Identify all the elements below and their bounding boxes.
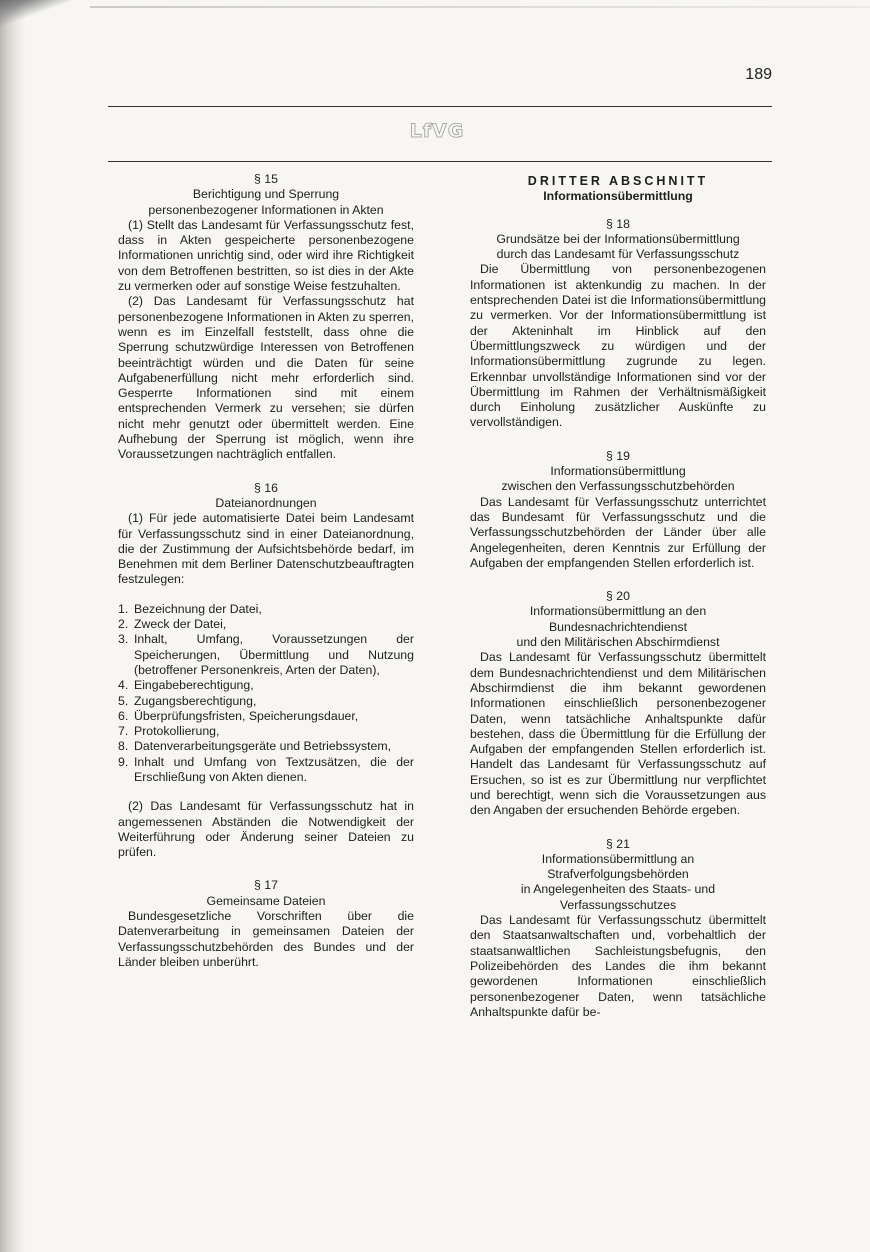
list-item-text: Eingabeberechtigung, xyxy=(134,678,254,693)
list-item xyxy=(118,617,414,632)
dateianordnung-list xyxy=(118,602,414,786)
scan-shadow-top xyxy=(90,6,870,8)
section-18 xyxy=(470,217,766,431)
section-heading-line: Berichtigung und Sperrung xyxy=(192,187,340,202)
list-item xyxy=(118,739,414,754)
list-item-number: 9. xyxy=(118,754,129,769)
section-number: § 18 xyxy=(606,216,630,231)
lfvg-logo: LfVG xyxy=(409,120,465,142)
scan-shadow-corner xyxy=(0,0,90,40)
list-item xyxy=(118,755,414,786)
section-heading-line: und den Militärischen Abschirmdienst xyxy=(516,635,720,650)
list-item-text: Inhalt, Umfang, Voraussetzungen der Speicherungen, Übermittlung und Nutzung (betroffener Personenkreis, Arten der Daten), xyxy=(134,632,414,677)
section-heading-line: Verfassungsschutzes xyxy=(559,897,677,912)
list-item-number: 6. xyxy=(118,708,129,723)
paragraph: Die Übermittlung von personenbezogenen Informationen ist aktenkundig zu machen. In der entsprechenden Datei ist die Informationsübermittlung zu vermerken. Vor der Informationsübermittlung ist der Akteninhalt im Hinblick auf den Übermittlungszweck zu würdigen und der Informationsübermittlung zugrunde zu legen. Erkennbar unvollständige Informationen sind vor der Übermittlung im Rahmen der Verhältnismäßigkeit durch Einholung zusätzlicher Auskünfte zu vervollständigen. xyxy=(470,262,766,430)
list-item-text: Zweck der Datei, xyxy=(134,617,227,632)
right-column xyxy=(470,172,766,1038)
section-heading-line: Informationsübermittlung an xyxy=(541,851,695,866)
section-heading-line: Gemeinsame Dateien xyxy=(206,893,326,908)
section-number: § 20 xyxy=(606,589,630,604)
list-item-number: 2. xyxy=(118,617,129,632)
section-20 xyxy=(470,589,766,818)
page-number: 189 xyxy=(745,66,772,83)
paragraph: Das Landesamt für Verfassungsschutz übermittelt den Staatsanwaltschaften und, vorbehaltlich der staatsanwaltlichen Sachleistungsbefugnis, den Polizeibehörden des Landes die ihm bekannt gewordenen Informationen einschließlich personenbezogener Daten, wenn tatsächliche Anhaltspunkte dafür be- xyxy=(470,913,766,1019)
section-16 xyxy=(118,481,414,861)
section-19 xyxy=(470,449,766,571)
list-item-text: Datenverarbeitungsgeräte und Betriebssystem, xyxy=(134,739,392,754)
list-item-text: Protokollierung, xyxy=(134,724,220,739)
section-heading-line: Bundesnachrichtendienst xyxy=(548,619,688,634)
list-item-text: Inhalt und Umfang von Textzusätzen, die der Erschließung von Akten dienen. xyxy=(134,754,414,784)
section-number: § 19 xyxy=(606,448,630,463)
scan-shadow-left xyxy=(0,0,26,1252)
chapter-heading: DRITTER ABSCHNITT xyxy=(527,174,709,188)
section-number: § 15 xyxy=(254,172,278,186)
section-heading-line: Informationsübermittlung xyxy=(550,464,686,479)
list-item-number: 7. xyxy=(118,724,129,739)
list-item xyxy=(118,632,414,678)
list-item-number: 5. xyxy=(118,693,129,708)
paragraph: Das Landesamt für Verfassungsschutz unterrichtet das Bundesamt für Verfassungsschutz und die Verfassungsschutzbehörden der Länder über alle Angelegenheiten, deren Kenntnis zur Erfüllung der Aufgaben der empfangenden Stellen erforderlich ist. xyxy=(470,494,766,570)
section-15 xyxy=(118,172,414,463)
paragraph: Das Landesamt für Verfassungsschutz übermittelt dem Bundesnachrichtendienst und dem Militärischen Abschirmdienst die ihm bekannt gewordenen Informationen einschließlich personenbezogener Daten, wenn tatsächliche Anhaltspunkte dafür bestehen, dass die Übermittlung für die Erfüllung der Aufgaben der empfangenden Stellen erforderlich ist. Handelt das Landesamt für Verfassungsschutz auf Ersuchen, so ist es zur Übermittlung nur verpflichtet und berechtigt, wenn sich die Voraussetzungen aus den Angaben der ersuchenden Behörde ergeben. xyxy=(470,650,766,818)
left-column xyxy=(118,172,414,988)
paragraph: Bundesgesetzliche Vorschriften über die Datenverarbeitung in gemeinsamen Dateien der Verfassungsschutzbehörden des Bundes und der Länder bleiben unberührt. xyxy=(118,909,414,969)
section-heading-line: Dateianordnungen xyxy=(215,495,317,510)
paragraph: (2) Das Landesamt für Verfassungsschutz hat in angemessenen Abständen die Notwendigkeit der Weiterführung oder Änderung seiner Dateien zu prüfen. xyxy=(118,799,414,860)
header-rule-top xyxy=(108,106,772,107)
section-number: § 21 xyxy=(606,836,630,851)
section-heading-line: zwischen den Verfassungsschutzbehörden xyxy=(501,479,735,494)
section-heading-line: Informationsübermittlung an den xyxy=(529,604,707,619)
list-item xyxy=(118,602,414,617)
list-item-text: Bezeichnung der Datei, xyxy=(134,601,262,616)
paragraph: (1) Für jede automatisierte Datei beim Landesamt für Verfassungsschutz sind in einer Dateianordnung, die der Zustimmung der Aufsichtsbehörde bedarf, im Benehmen mit dem Berliner Datenschutzbeauftragten festzulegen: xyxy=(118,511,414,587)
paragraph: (2) Das Landesamt für Verfassungsschutz hat personenbezogene Informationen in Akten zu sperren, wenn es im Einzelfall feststellt, dass ohne die Sperrung schutzwürdige Interessen von Betroffenen beeinträchtigt würden und die Daten für seine Aufgabenerfüllung nicht mehr erforderlich sind. Gesperrte Informationen sind mit einem entsprechenden Vermerk zu versehen; sie dürfen nicht mehr genutzt oder übermittelt werden. Eine Aufhebung der Sperrung ist möglich, wenn ihre Voraussetzungen nachträglich entfallen. xyxy=(118,294,415,462)
list-item xyxy=(118,724,414,739)
section-heading-line: Strafverfolgungsbehörden xyxy=(547,867,689,882)
list-item-number: 8. xyxy=(118,739,129,754)
list-item-number: 1. xyxy=(118,601,129,616)
paragraph: (1) Stellt das Landesamt für Verfassungsschutz fest, dass in Akten gespeicherte personenbezogene Informationen unrichtig sind, oder wird ihre Richtigkeit von dem Betroffenen bestritten, so ist dies in der Akte zu vermerken oder auf sonstige Weise festzuhalten. xyxy=(118,217,414,294)
section-number: § 17 xyxy=(254,878,278,893)
list-item-number: 3. xyxy=(118,632,129,647)
header-rule-bottom xyxy=(108,161,772,162)
chapter-title: Informationsübermittlung xyxy=(543,189,693,204)
section-heading-line: personenbezogener Informationen in Akten xyxy=(148,202,384,217)
list-item xyxy=(118,694,414,709)
section-number: § 16 xyxy=(254,480,278,495)
section-heading-line: Grundsätze bei der Informationsübermittlung xyxy=(496,231,740,246)
section-heading-line: durch das Landesamt für Verfassungsschutz xyxy=(496,247,740,262)
list-item xyxy=(118,709,414,724)
list-item-text: Überprüfungsfristen, Speicherungsdauer, xyxy=(134,708,359,723)
section-heading-line: in Angelegenheiten des Staats- und xyxy=(520,882,716,897)
list-item-text: Zugangsberechtigung, xyxy=(134,693,257,708)
list-item xyxy=(118,678,414,693)
section-21 xyxy=(470,837,766,1021)
list-item-number: 4. xyxy=(118,678,129,693)
section-17 xyxy=(118,878,414,970)
